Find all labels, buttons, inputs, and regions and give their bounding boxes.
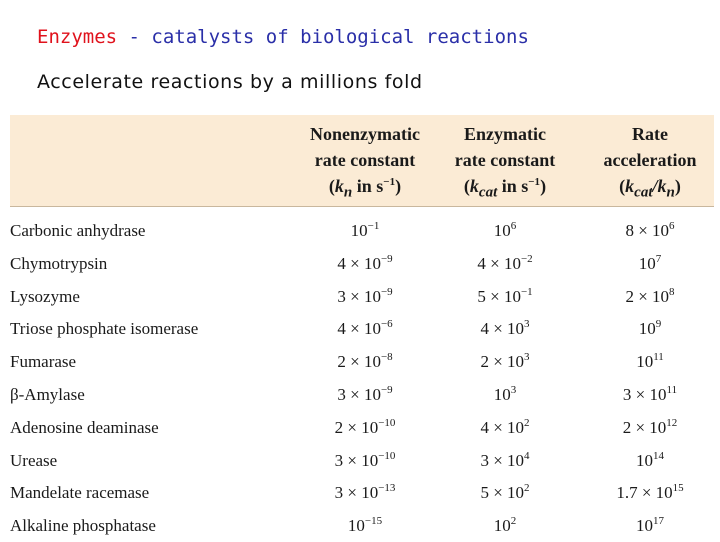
enzyme-name: Alkaline phosphatase bbox=[10, 516, 156, 536]
rate-acceleration-cell: $1.7 \times 10^{15}$ bbox=[616, 482, 684, 503]
enzymatic-rate-cell: $4 \times 10^{-2}$ bbox=[477, 252, 533, 273]
rate-acceleration-cell: $2 \times 10^8$ bbox=[625, 285, 675, 306]
enzyme-name: Chymotrypsin bbox=[10, 253, 108, 273]
table-row bbox=[0, 412, 720, 444]
nonenzymatic-rate-cell: $3 \times 10^{-9}$ bbox=[337, 384, 393, 404]
header-line: $(k_{cat}/k_n)$ bbox=[619, 176, 681, 201]
slide-title-rest: - catalysts of biological reactions bbox=[117, 26, 529, 48]
table-row bbox=[0, 510, 720, 542]
table-row bbox=[0, 445, 720, 477]
header-line: Enzymatic bbox=[464, 124, 546, 144]
table-row bbox=[0, 313, 720, 345]
enzyme-name: Adenosine deaminase bbox=[10, 417, 159, 437]
enzyme-name: β-Amylase bbox=[10, 385, 85, 404]
table-row bbox=[0, 281, 720, 313]
nonenzymatic-rate-cell: $4 \times 10^{-9}$ bbox=[337, 252, 393, 273]
header-line: rate constant bbox=[314, 150, 416, 170]
rate-acceleration-cell: $10^9$ bbox=[638, 318, 662, 339]
table-row bbox=[0, 215, 720, 247]
enzymatic-rate-cell: $10^6$ bbox=[493, 220, 517, 240]
rate-acceleration-cell: $8 \times 10^6$ bbox=[625, 220, 675, 240]
nonenzymatic-rate-cell: $3 \times 10^{-13}$ bbox=[334, 482, 396, 503]
table-row bbox=[0, 379, 720, 411]
header-line: acceleration bbox=[603, 150, 697, 170]
nonenzymatic-rate-cell: $2 \times 10^{-10}$ bbox=[334, 416, 396, 437]
rate-acceleration-cell: $2 \times 10^{12}$ bbox=[622, 416, 678, 437]
rate-acceleration-cell: $10^7$ bbox=[638, 252, 662, 273]
table-row bbox=[0, 346, 720, 378]
nonenzymatic-rate-cell: $3 \times 10^{-9}$ bbox=[337, 285, 393, 306]
header-line: rate constant bbox=[454, 150, 556, 170]
enzymatic-rate-cell: $10^2$ bbox=[493, 515, 517, 536]
enzymatic-rate-cell: $4 \times 10^2$ bbox=[480, 416, 530, 437]
header-line: ($k_n$ in $s^{-1}$) bbox=[328, 176, 402, 201]
table-row bbox=[0, 477, 720, 509]
header-line: Rate bbox=[632, 124, 668, 144]
header-nonenzymatic bbox=[290, 121, 440, 206]
enzymatic-rate-cell: $3 \times 10^4$ bbox=[480, 449, 530, 470]
enzyme-name: Mandelate racemase bbox=[10, 483, 150, 503]
enzymatic-rate-cell: $4 \times 10^3$ bbox=[480, 318, 530, 339]
nonenzymatic-rate-cell: $4 \times 10^{-6}$ bbox=[337, 318, 393, 339]
header-rate-acceleration bbox=[585, 121, 715, 206]
rate-acceleration-cell: $10^{17}$ bbox=[636, 515, 664, 536]
rate-acceleration-cell: $10^{11}$ bbox=[636, 351, 664, 372]
slide-title bbox=[37, 24, 529, 50]
rate-acceleration-cell: $10^{14}$ bbox=[636, 449, 664, 470]
enzyme-name: Triose phosphate isomerase bbox=[10, 319, 199, 339]
nonenzymatic-rate-cell: $10^{-1}$ bbox=[350, 220, 380, 240]
enzyme-name: Fumarase bbox=[10, 352, 77, 372]
slide-subtitle: Accelerate reactions by a millions fold bbox=[37, 71, 423, 93]
enzymatic-rate-cell: $10^3$ bbox=[493, 384, 517, 404]
enzyme-name: Lysozyme bbox=[10, 286, 80, 306]
enzymatic-rate-cell: $2 \times 10^3$ bbox=[480, 351, 530, 372]
enzyme-name: Urease bbox=[10, 450, 58, 470]
table-row bbox=[0, 248, 720, 280]
nonenzymatic-rate-cell: $10^{-15}$ bbox=[347, 515, 383, 536]
rate-constants-table bbox=[0, 111, 720, 540]
nonenzymatic-rate-cell: $3 \times 10^{-10}$ bbox=[334, 449, 396, 470]
enzymatic-rate-cell: $5 \times 10^2$ bbox=[480, 482, 530, 503]
header-line: ($k_{cat}$ in $s^{-1}$) bbox=[463, 176, 547, 201]
nonenzymatic-rate-cell: $2 \times 10^{-8}$ bbox=[337, 351, 393, 372]
header-line: Nonenzymatic bbox=[310, 124, 420, 144]
header-divider bbox=[10, 206, 714, 207]
header-enzymatic bbox=[435, 121, 575, 206]
enzyme-name: Carbonic anhydrase bbox=[10, 221, 146, 240]
rate-acceleration-cell: $3 \times 10^{11}$ bbox=[622, 384, 678, 404]
slide-title-keyword: Enzymes bbox=[37, 26, 118, 48]
enzymatic-rate-cell: $5 \times 10^{-1}$ bbox=[477, 285, 533, 306]
